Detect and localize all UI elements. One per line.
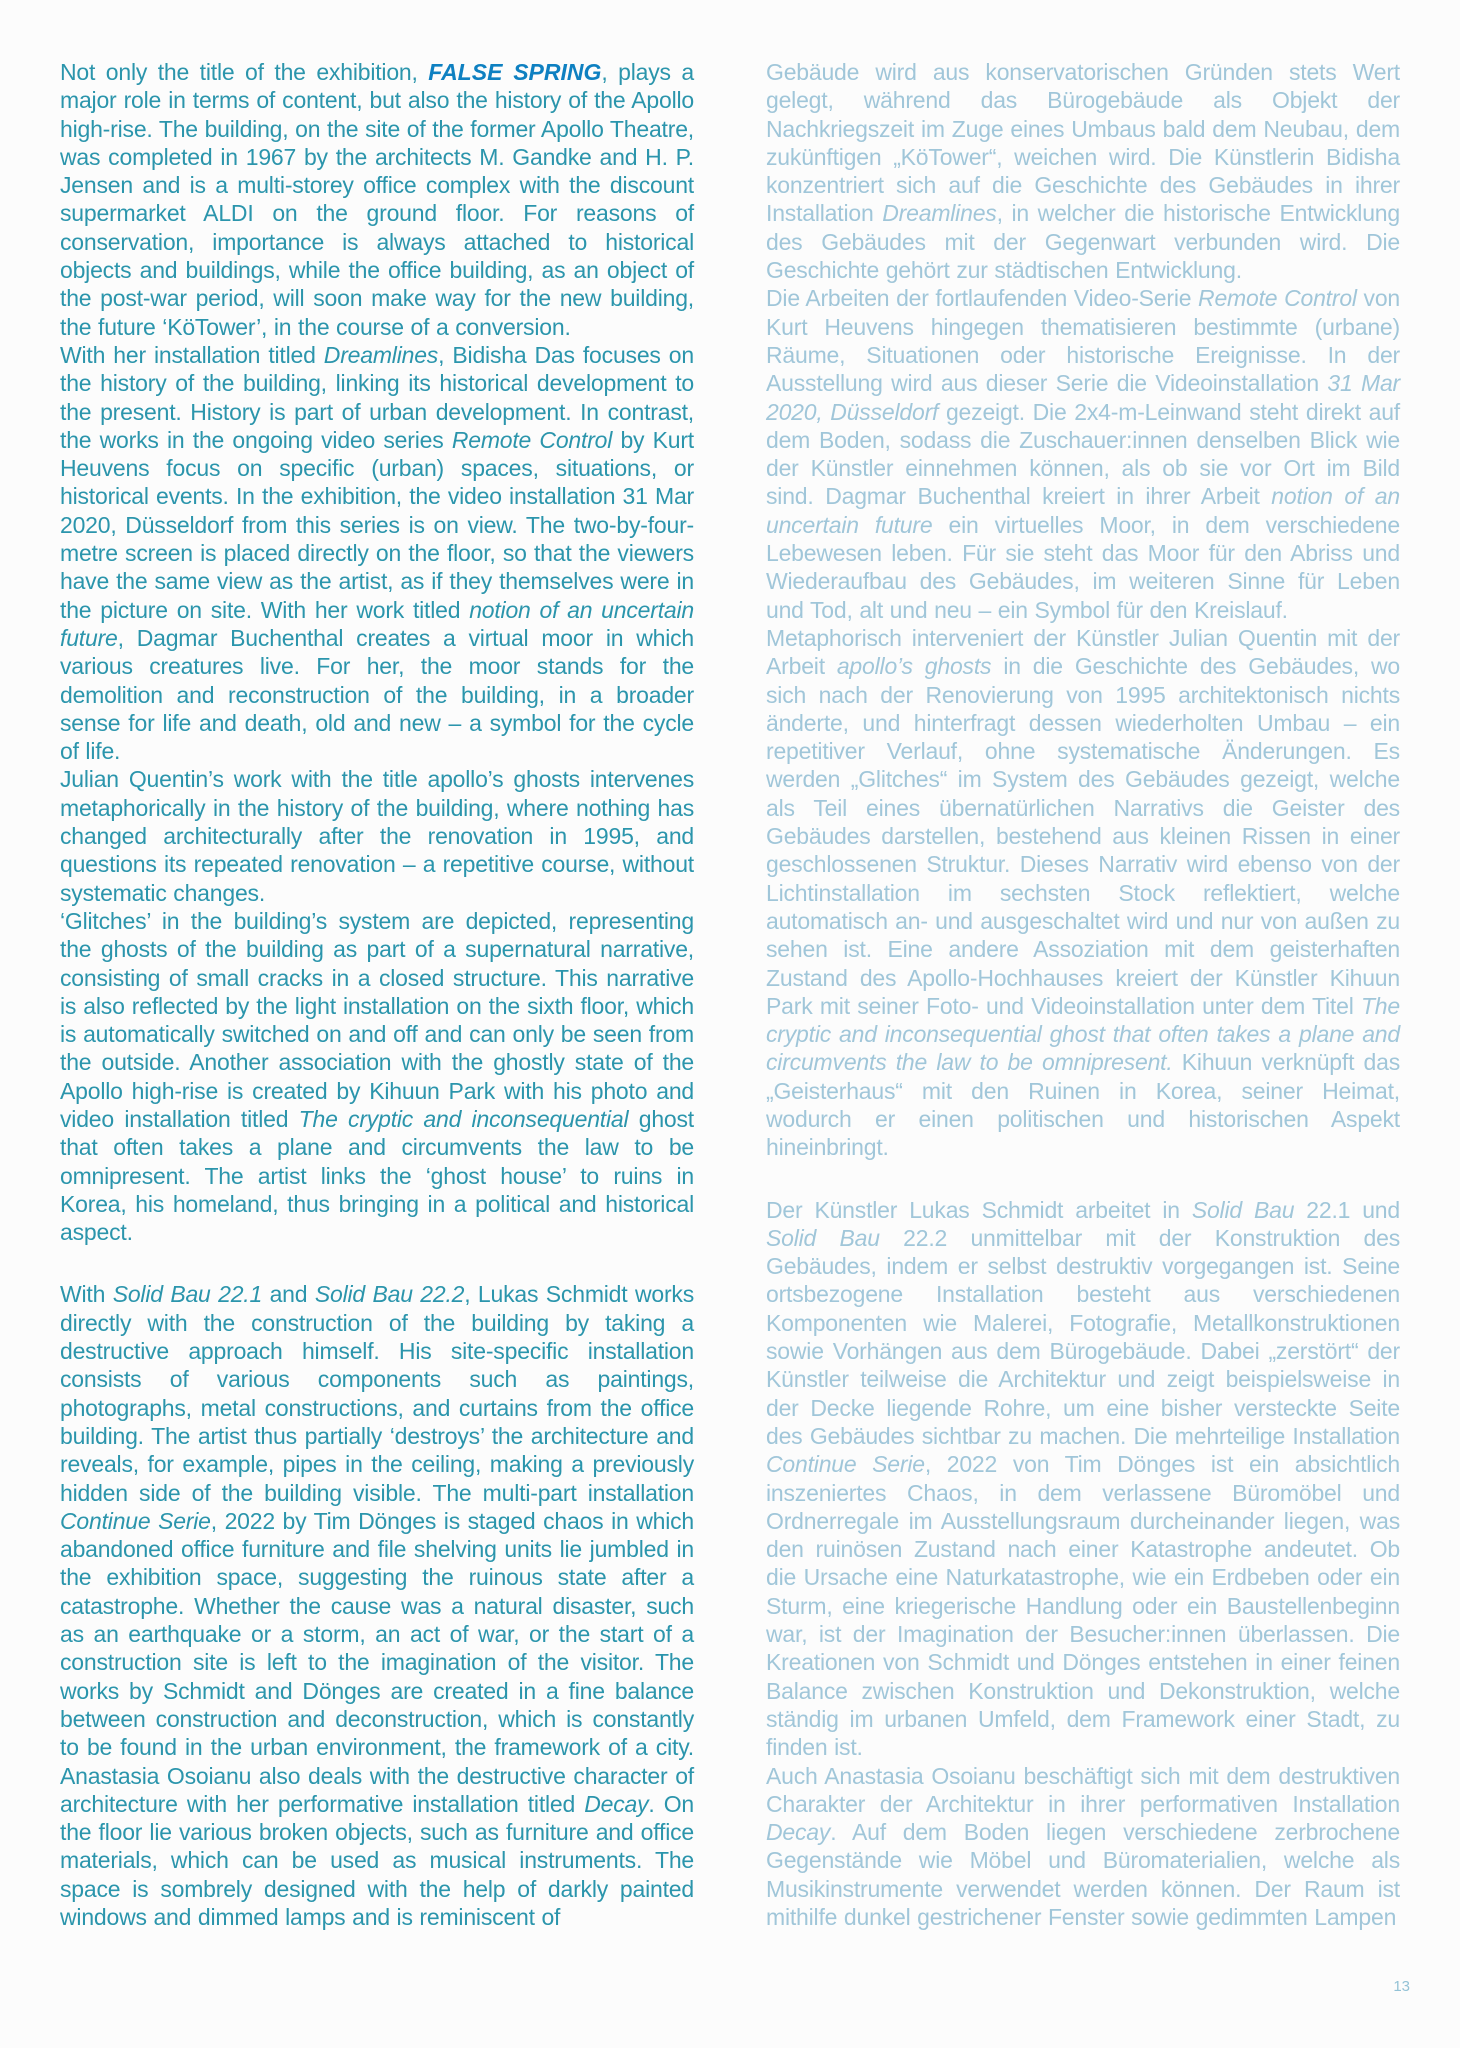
text-segment: , Bidisha Das focuses on the history of the building, linking its historical development to the present. History is part of urban development. In contrast, the works in the ongoing video series (60, 341, 694, 453)
text-segment: 22.1 und (1294, 1196, 1400, 1223)
text-segment: Dreamlines (882, 200, 997, 227)
text-segment: , 2022 by Tim Dönges is staged chaos in which abandoned office furniture and file shelving units lie jumbled in the exhibition space, suggesting the ruinous state after a catastrophe. Whether the cause was a natural disaster, such as an earthquake or a storm, an act of war, or the start of a construction site is left to the imagination of the visitor. The works by Schmidt and Dönges are created in a fine balance between construction and deconstruction, which is constantly to be found in the urban environment, the framework of a city. Anastasia Osoianu also deals with the destructive character of architecture with her performative installation titled (60, 1507, 694, 1817)
text-segment: Solid Bau (766, 1224, 880, 1251)
paragraph (766, 1762, 1400, 1932)
text-segment: ‘Glitches’ in the building’s system are depicted, representing the ghosts of the building as part of a supernatural narrative, consisting of small cracks in a closed structure. This narrative is also reflected by the light installation on the sixth floor, which is automatically switched on and off and can only be seen from the outside. Another association with the ghostly state of the Apollo high-rise is created by Kihuun Park with his photo and video installation titled (60, 907, 694, 1132)
paragraph (766, 58, 1400, 284)
text-segment: , in welcher die historische Entwicklung des Gebäudes mit der Gegenwart verbunden wird. Die Geschichte gehört zur städtischen Entwicklung. (766, 200, 1400, 284)
text-segment: in die Geschichte des Gebäudes, wo sich nach der Renovierung von 1995 architektonisch nichts änderte, und hinterfragt dessen wiederholten Umbau – ein repetitiver Verlauf, ohne systematische Änderungen. Es werden „Glitches“ im System des Gebäudes gezeigt, welche als Teil eines übernatürlichen Narrativs die Geister des Gebäudes darstellen, bestehend aus kleinen Rissen in einer geschlossenen Struktur. Dieses Narrativ wird ebenso von der Lichtinstallation im sechsten Stock reflektiert, welche automatisch an- und ausgeschaltet wird und nur von außen zu sehen ist. Eine andere Assoziation mit dem geisterhaften Zustand des Apollo-Hochhauses kreiert der Künstler Kihuun Park mit seiner Foto- und Videoinstallation unter dem Titel (766, 653, 1400, 1019)
paragraph (60, 58, 694, 341)
text-segment: and (262, 1281, 315, 1308)
paragraph (766, 624, 1400, 1162)
page-number: 13 (1393, 1978, 1410, 1995)
text-segment: Metaphorisch interveniert der Künstler Julian Quentin mit der Arbeit (766, 624, 1400, 680)
column-english (60, 58, 694, 1931)
paragraph (766, 1196, 1400, 1762)
text-segment: Remote Control (1198, 285, 1357, 312)
text-segment: Solid Bau 22.1 (112, 1281, 263, 1308)
text-segment: by Kurt Heuvens focus on specific (urban) spaces, situations, or historical events. In the exhibition, the video installation 31 Mar 2020, Düsseldorf from this series is on view. The two-by-four-metre screen is placed directly on the floor, so that the viewers have the same view as the artist, as if they themselves were in the picture on site. With her work titled (60, 426, 694, 623)
text-segment: Dreamlines (323, 341, 439, 368)
paragraph (60, 765, 694, 906)
text-segment: . Auf dem Boden liegen verschiedene zerbrochene Gegenstände wie Möbel und Büromaterialien, welche als Musikinstrumente verwendet werden können. Der Raum ist mithilfe dunkel gestrichener Fenster sowie gedimmten Lampen (766, 1819, 1400, 1930)
paragraph (60, 907, 694, 1247)
text-segment: The cryptic and inconsequential (298, 1105, 629, 1132)
text-segment: Der Künstler Lukas Schmidt arbeitet in (766, 1196, 1192, 1223)
text-segment: Continue Serie (766, 1451, 925, 1478)
text-segment: Remote Control (451, 426, 613, 453)
text-columns (60, 58, 1400, 1931)
text-segment: Not only the title of the exhibition, (60, 59, 429, 85)
text-segment: , plays a major role in terms of content, but also the history of the Apollo high-rise. The building, on the site of the former Apollo Theatre, was completed in 1967 by the architects M. Gandke and H. P. Jensen and is a multi-storey office complex with the discount supermarket ALDI on the ground floor. For reasons of conservation, importance is always attached to historical objects and buildings, while the office building, as an object of the post-war period, will soon make way for the new building, the future ‘KöTower’, in the course of a conversion. (60, 59, 694, 340)
text-segment: Julian Quentin’s work with the title apollo’s ghosts intervenes metaphorically in the history of the building, where nothing has changed architecturally after the renovation in 1995, and questions its repeated renovation – a repetitive course, without systematic changes. (60, 766, 694, 906)
text-segment: Kihuun verknüpft das „Geisterhaus“ mit den Ruinen in Korea, seiner Heimat, wodurch er einen politischen und historischen Aspekt hineinbringt. (766, 1049, 1400, 1161)
text-segment: von Kurt Heuvens hingegen thematisieren bestimmte (urbane) Räume, Situationen oder historische Ereignisse. In der Ausstellung wird aus dieser Serie die Videoinstallation (766, 285, 1401, 397)
text-segment: , 2022 von Tim Dönges ist ein absichtlich inszeniertes Chaos, in dem verlassene Büromöbel und Ordnerregale im Ausstellungsraum durcheinander liegen, was den ruinösen Zustand nach einer Katastrophe andeutet. Ob die Ursache eine Naturkatastrophe, wie ein Erdbeben oder ein Sturm, eine kriegerische Handlung oder ein Baustellenbeginn war, ist der Imagination der Besucher:innen überlassen. Die Kreationen von Schmidt und Dönges entstehen in einer feinen Balance zwischen Konstruktion und Dekonstruktion, welche ständig im urbanen Umfeld, dem Framework einer Stadt, zu finden ist. (766, 1451, 1400, 1761)
text-segment: ein virtuelles Moor, in dem verschiedene Lebewesen leben. Für sie steht das Moor für den Abriss und Wiederaufbau des Gebäudes, im weiteren Sinne für Leben und Tod, alt und neu – ein Symbol für den Kreislauf. (766, 511, 1400, 623)
paragraph (766, 284, 1400, 624)
text-segment: The cryptic and inconsequential ghost that often takes a plane and circumvents the law to be omnipresent. (766, 992, 1400, 1076)
text-segment: . On the floor lie various broken objects, such as furniture and office materials, which can be used as musical instruments. The space is sombrely designed with the help of darkly painted windows and dimmed lamps and is reminiscent of (60, 1790, 694, 1930)
text-segment: With (60, 1281, 113, 1308)
text-segment: Die Arbeiten der fortlaufenden Video-Serie (766, 285, 1199, 312)
paragraph (60, 1280, 694, 1931)
text-segment: gezeigt. Die 2x4-m-Leinwand steht direkt auf dem Boden, sodass die Zuschauer:innen denselben Blick wie der Künstler einnehmen können, als ob sie vor Ort im Bild sind. Dagmar Buchenthal kreiert in ihrer Arbeit (766, 398, 1400, 510)
text-segment: notion of an uncertain future (766, 483, 1400, 538)
text-segment: Decay (766, 1819, 831, 1846)
text-segment: With her installation titled (60, 341, 324, 368)
column-german (766, 58, 1400, 1931)
text-segment: 31 Mar 2020, Düsseldorf (766, 370, 1400, 425)
text-segment: Continue Serie (60, 1507, 211, 1534)
text-segment: notion of an uncertain future (60, 596, 694, 651)
text-segment: , Lukas Schmidt works directly with the construction of the building by taking a destructive approach himself. His site-specific installation consists of various components such as paintings, photographs, metal constructions, and curtains from the office building. The artist thus partially ‘destroys’ the architecture and reveals, for example, pipes in the ceiling, making a previously hidden side of the building visible. The multi-part installation (60, 1281, 695, 1506)
paragraph (60, 341, 694, 765)
text-segment: Gebäude wird aus konservatorischen Gründen stets Wert gelegt, während das Bürogebäude als Objekt der Nachkriegszeit im Zuge eines Umbaus bald dem Neubau, dem zukünftigen „KöTower“, weichen wird. Die Künstlerin Bidisha konzentriert sich auf die Geschichte des Gebäudes in ihrer Installation (766, 59, 1400, 227)
text-segment: Decay (584, 1790, 649, 1817)
text-segment: 22.2 unmittelbar mit der Konstruktion des Gebäudes, indem er selbst destruktiv vorgegangen ist. Seine ortsbezogene Installation besteht aus verschiedenen Komponenten wie Malerei, Fotografie, Metallkonstruktionen sowie Vorhängen aus dem Bürogebäude. Dabei „zerstört“ der Künstler teilweise die Architektur und zeigt beispielsweise in der Decke liegende Rohre, um eine bisher versteckte Seite des Gebäudes sichtbar zu machen. Die mehrteilige Installation (766, 1224, 1400, 1449)
text-segment: Solid Bau 22.2 (314, 1281, 465, 1308)
text-segment: Auch Anastasia Osoianu beschäftigt sich mit dem destruktiven Charakter der Architektur in ihrer performativen Installation (766, 1762, 1400, 1817)
text-segment: ghost that often takes a plane and circumvents the law to be omnipresent. The artist links the ‘ghost house’ to ruins in Korea, his homeland, thus bringing in a political and historical aspect. (60, 1105, 694, 1246)
text-segment: Solid Bau (1191, 1196, 1295, 1223)
text-segment: apollo’s ghosts (836, 653, 992, 680)
exhibition-title-text: FALSE SPRING (428, 59, 602, 85)
text-segment: , Dagmar Buchenthal creates a virtual moor in which various creatures live. For her, the moor stands for the demolition and reconstruction of the building, in a broader sense for life and death, old and new – a symbol for the cycle of life. (60, 624, 694, 765)
